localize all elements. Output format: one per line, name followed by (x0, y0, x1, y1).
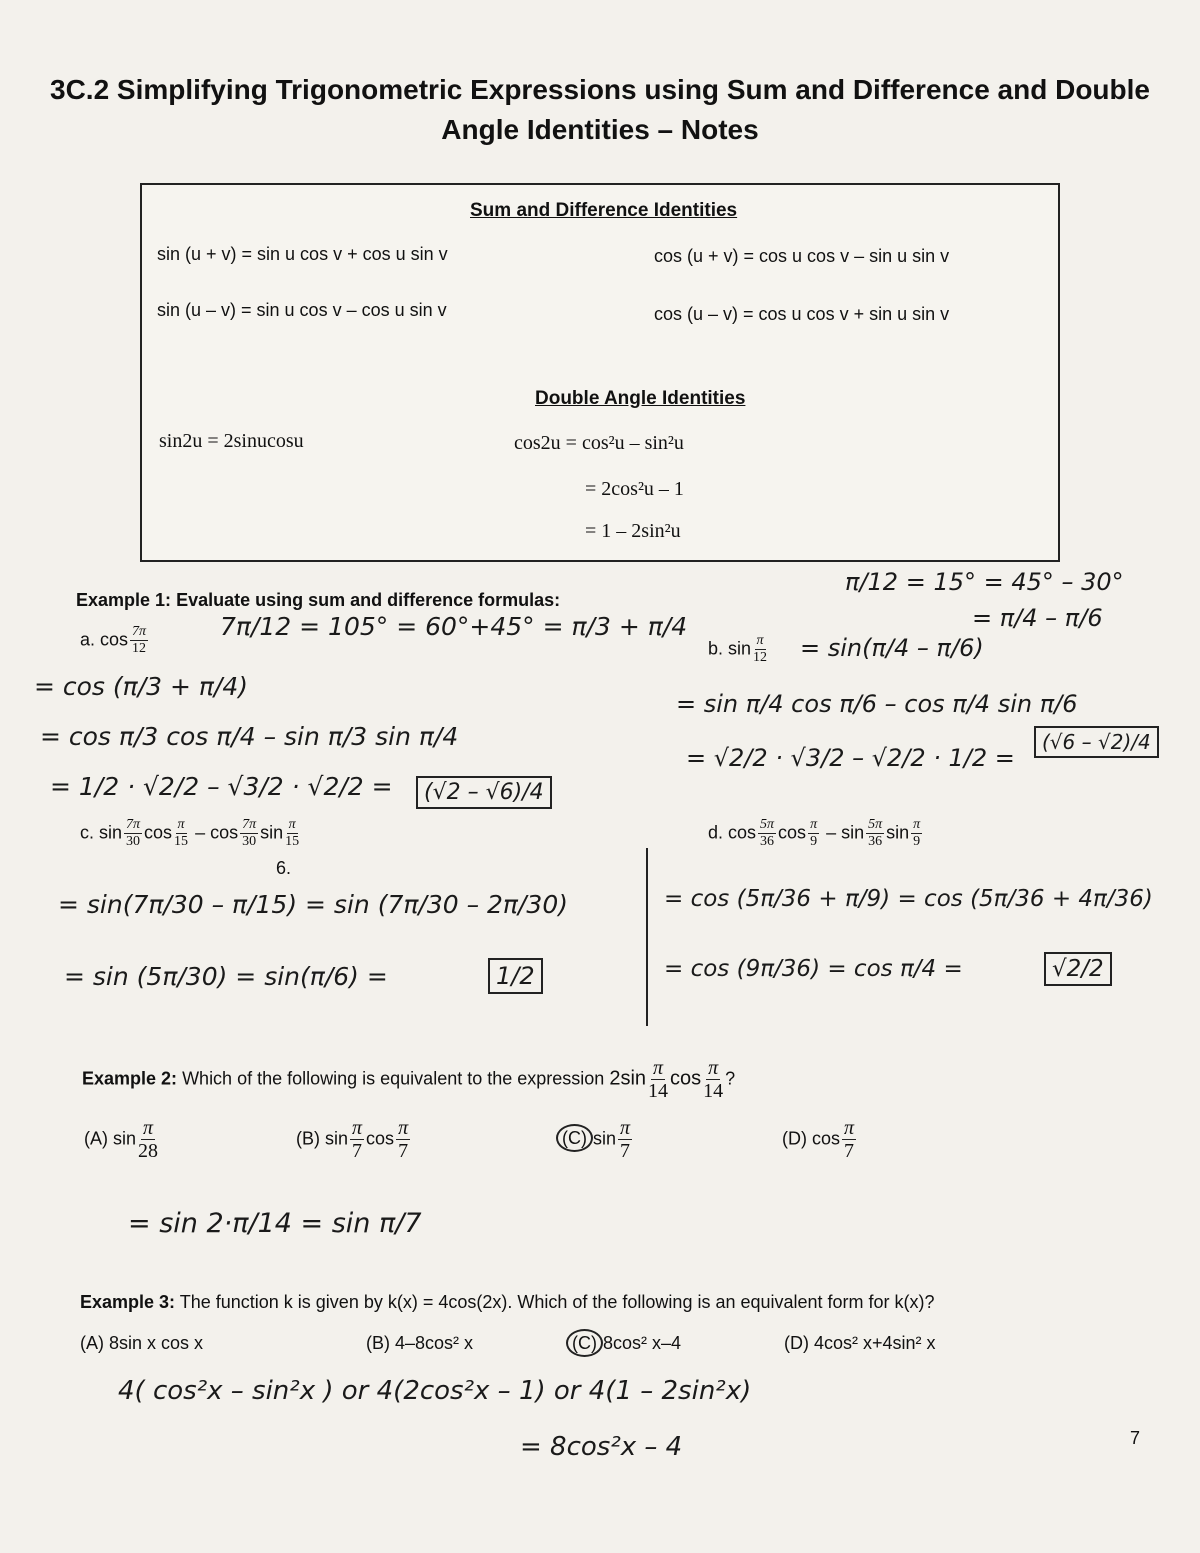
example-3-heading (80, 1292, 935, 1313)
example-1d-sin: sin (886, 822, 910, 843)
example-1a-work-1: = cos (π/3 + π/4) (34, 672, 249, 701)
example-2-expr-cos: cos (670, 1067, 702, 1090)
example-2-text: Which of the following is equivalent to the expression (182, 1068, 605, 1089)
example-1-heading (76, 590, 560, 611)
example-1-label: Example 1: (76, 590, 172, 610)
example-3-option-c-expr: 8cos² x–4 (603, 1333, 682, 1353)
example-2-work: = sin 2·π/14 = sin π/7 (128, 1208, 422, 1239)
example-1b-work-2: = √2/2 · √3/2 – √2/2 · 1/2 = (686, 744, 1015, 772)
example-1c-frac-3: $\frac{7\pi}{30}$ (242, 817, 257, 849)
example-2-option-a-label: (A) sin (84, 1128, 137, 1149)
example-3-work-1: 4( cos²x – sin²x ) or 4(2cos²x – 1) or 4(1 – 2sin²x) (118, 1376, 752, 1406)
example-1c-cos: cos (144, 822, 173, 843)
example-2-question-mark: ? (725, 1068, 736, 1089)
example-1a-work-2: = cos π/3 cos π/4 – sin π/3 sin π/4 (40, 722, 459, 751)
example-1c-answer: 1/2 (488, 958, 543, 994)
example-1d-problem (708, 818, 924, 849)
sin-diff-identity: sin (u – v) = sin u cos v – cos u sin v (157, 300, 447, 320)
handwritten-divider (646, 848, 648, 1026)
page-title-line-1: 3C.2 Simplifying Trigonometric Expressions using Sum and Difference and Double (50, 74, 1150, 105)
example-1b-work-1: = sin π/4 cos π/6 – cos π/4 sin π/6 (676, 690, 1078, 718)
sin2u-identity: sin2u = 2sinucosu (159, 430, 304, 452)
example-2-expr-frac-2: $\frac{\pi}{14}$ (703, 1057, 724, 1102)
example-2-option-d (782, 1118, 858, 1161)
example-1c-frac-4: $\frac{\pi}{15}$ (285, 817, 300, 849)
example-3-option-c-circled: (C) (566, 1329, 603, 1357)
cos-sum-identity: cos (u + v) = cos u cos v – sin u sin v (654, 246, 950, 266)
example-3-work-2: = 8cos²x – 4 (520, 1432, 683, 1462)
example-2-option-c-frac: $\frac{\pi}{7}$ (620, 1117, 631, 1162)
example-3-label: Example 3: (80, 1292, 176, 1312)
cos-diff-identity: cos (u – v) = cos u cos v + sin u sin v (654, 304, 950, 324)
cos2u-identity-3: = 1 – 2sin²u (585, 520, 681, 542)
example-2-option-a (84, 1118, 160, 1161)
cos2u-identity-1: cos2u = cos²u – sin²u (514, 432, 684, 454)
example-2-option-c-sin: sin (593, 1128, 617, 1149)
example-1a-fraction: $\frac{7\pi}{12}$ (132, 624, 147, 656)
example-1c-frac-1: $\frac{7\pi}{30}$ (126, 817, 141, 849)
example-3-option-d: (D) 4cos² x+4sin² x (784, 1333, 936, 1353)
example-1d-frac-2: $\frac{\pi}{9}$ (810, 817, 818, 849)
example-2-option-a-frac: $\frac{\pi}{28}$ (138, 1117, 159, 1162)
example-3-option-c (566, 1333, 681, 1354)
example-1b-answer: (√6 – √2)/4 (1034, 726, 1159, 758)
example-2-option-d-label: (D) cos (782, 1128, 840, 1149)
example-2-expr-2sin: 2sin (609, 1067, 647, 1090)
example-1b-work-top-1: π/12 = 15° = 45° – 30° (845, 568, 1124, 596)
example-2-option-b-frac-1: $\frac{\pi}{7}$ (352, 1117, 363, 1162)
example-1a-work-top: 7π/12 = 105° = 60°+45° = π/3 + π/4 (220, 612, 688, 641)
sum-difference-header: Sum and Difference Identities (470, 200, 738, 221)
example-1d-frac-4: $\frac{\pi}{9}$ (913, 817, 921, 849)
page-title-line-2: Angle Identities – Notes (441, 114, 759, 145)
example-3-option-a: (A) 8sin x cos x (80, 1333, 204, 1353)
example-2-option-b-label: (B) sin (296, 1128, 349, 1149)
example-2-expr-frac-1: $\frac{\pi}{14}$ (648, 1057, 669, 1102)
example-1d-label: d. cos (708, 822, 757, 843)
example-3-text: The function k is given by k(x) = 4cos(2x). Which of the following is an equivalent form for k(x)? (179, 1292, 935, 1312)
example-2-option-b (296, 1118, 412, 1161)
example-1c-work-1: = sin(7π/30 – π/15) = sin (7π/30 – 2π/30) (58, 890, 568, 919)
example-1d-frac-1: $\frac{5\pi}{36}$ (760, 817, 775, 849)
cos2u-identity-2: = 2cos²u – 1 (585, 478, 684, 500)
example-1a-problem (80, 625, 150, 656)
example-1d-work-2: = cos (9π/36) = cos π/4 = (664, 956, 963, 982)
example-2-label: Example 2: (82, 1068, 178, 1089)
sin-sum-identity: sin (u + v) = sin u cos v + cos u sin v (157, 244, 448, 264)
example-1b-problem (708, 634, 769, 665)
page-number: 7 (1129, 1428, 1140, 1448)
example-2-option-b-cos: cos (366, 1128, 395, 1149)
double-angle-header: Double Angle Identities (535, 388, 746, 409)
example-3-option-b: (B) 4–8cos² x (366, 1333, 474, 1353)
example-1b-work-top-2: = π/4 – π/6 (972, 604, 1103, 632)
example-1d-answer: √2/2 (1044, 952, 1112, 986)
example-2-option-d-frac: $\frac{\pi}{7}$ (844, 1117, 855, 1162)
example-1d-cos: cos (778, 822, 807, 843)
example-1c-minus-cos: – cos (195, 822, 239, 843)
example-1c-work-2: = sin (5π/30) = sin(π/6) = (64, 962, 388, 991)
example-1a-label: a. cos (80, 629, 129, 650)
example-1d-minus-sin: – sin (826, 822, 865, 843)
example-2-option-c (556, 1118, 634, 1161)
example-1b-label: b. sin (708, 638, 752, 659)
example-2-option-b-frac-2: $\frac{\pi}{7}$ (398, 1117, 409, 1162)
example-1c-problem (80, 818, 301, 849)
example-1a-answer: (√2 – √6)/4 (416, 776, 552, 809)
example-1c-number: 6. (276, 858, 292, 878)
example-2-option-c-circled: (C) (556, 1124, 593, 1152)
example-1c-label: c. sin (80, 822, 123, 843)
example-1-text: Evaluate using sum and difference formulas: (176, 590, 561, 610)
example-1b-work-0: = sin(π/4 – π/6) (800, 634, 984, 662)
example-1c-frac-2: $\frac{\pi}{15}$ (174, 817, 189, 849)
identities-box (140, 183, 1060, 562)
example-1d-frac-3: $\frac{5\pi}{36}$ (868, 817, 883, 849)
example-1a-work-3: = 1/2 · √2/2 – √3/2 · √2/2 = (50, 772, 393, 801)
example-2-heading (82, 1058, 735, 1101)
example-1b-fraction: $\frac{\pi}{12}$ (753, 633, 768, 665)
example-1d-work-1: = cos (5π/36 + π/9) = cos (5π/36 + 4π/36) (664, 886, 1153, 912)
example-1c-sin: sin (260, 822, 284, 843)
